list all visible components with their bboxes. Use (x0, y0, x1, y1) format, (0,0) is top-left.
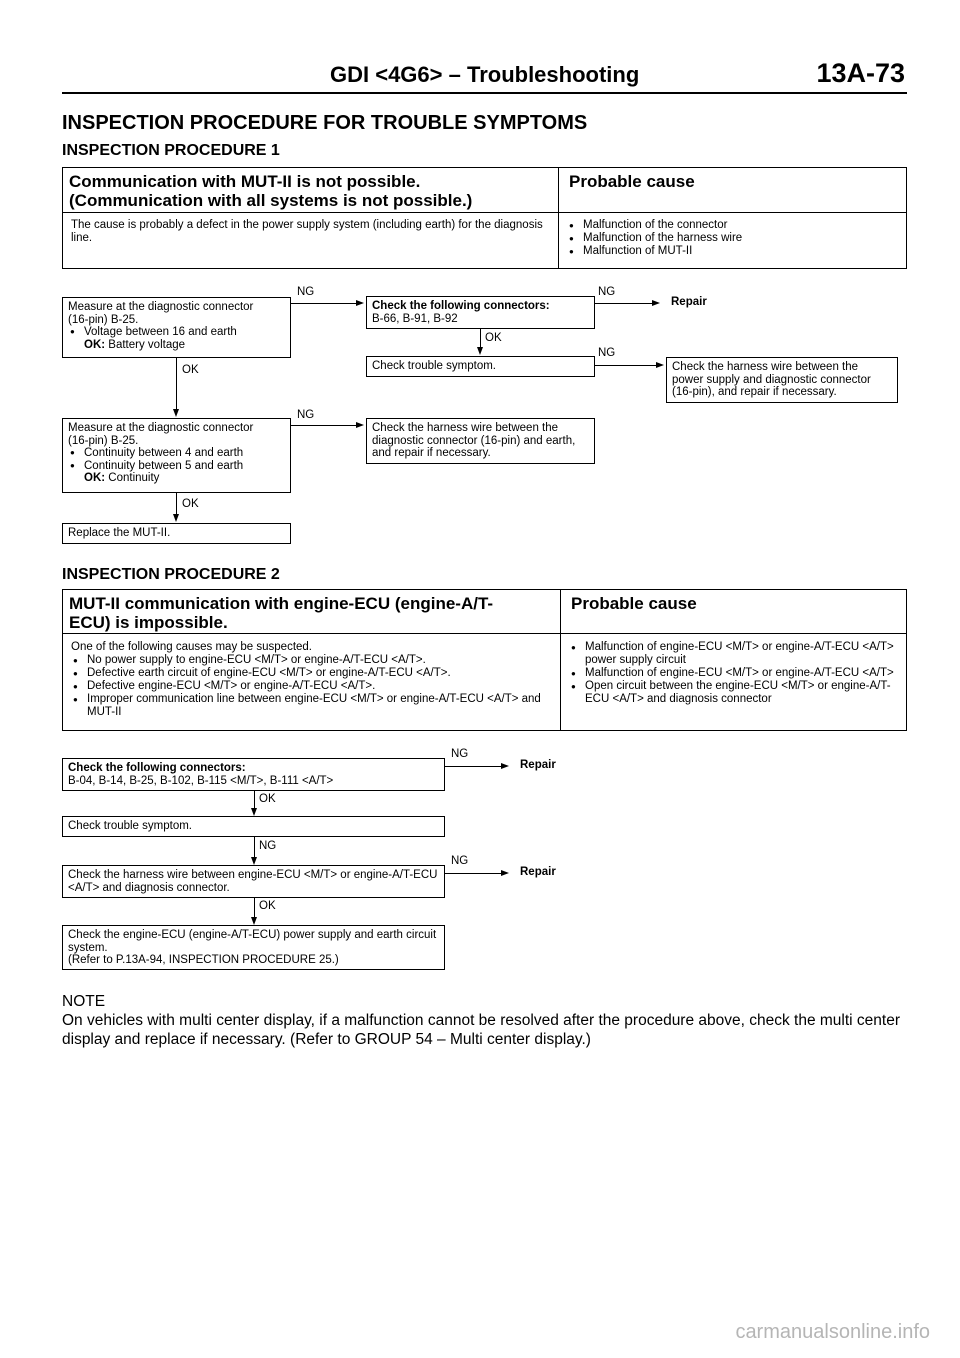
proc1-repair-label: Repair (671, 296, 707, 308)
proc1-heading: INSPECTION PROCEDURE 1 (62, 142, 280, 159)
proc2-trouble-text: Check trouble symptom. (68, 820, 192, 832)
arrow-down-icon (173, 514, 179, 522)
proc2-connectors-box (62, 758, 445, 791)
proc1-table-row-divider (63, 212, 906, 213)
proc1-step2-line1: Measure at the diagnostic connector (68, 422, 254, 434)
proc2-arrow-line (254, 791, 255, 809)
proc1-harness-earth-box (366, 418, 595, 464)
arrow-down-icon (251, 917, 257, 925)
proc1-step1-box (62, 297, 291, 358)
proc2-title-line1: MUT-II communication with engine-ECU (engine-A/T- (69, 594, 494, 613)
proc2-final-ref: (Refer to P.13A-94, INSPECTION PROCEDURE 25.) (68, 954, 339, 966)
proc2-symptom-table (62, 589, 907, 731)
proc2-cause-item: ● Open circuit between the engine-ECU <M/T> or engine-A/T-ECU <A/T> and diagnosis connector (569, 680, 899, 706)
arrow-down-icon (251, 857, 257, 865)
proc1-arrow-line (176, 493, 177, 515)
proc2-harness-text: Check the harness wire between engine-ECU <M/T> or engine-A/T-ECU <A/T> and diagnosis connector. (68, 869, 438, 894)
proc1-ng-label: NG (297, 286, 315, 298)
watermark: carmanualsonline.info (735, 1321, 930, 1343)
note-label: NOTE (62, 993, 106, 1010)
proc1-replace-text: Replace the MUT-II. (68, 527, 171, 539)
proc1-ok-label: OK (485, 332, 502, 344)
arrow-down-icon (173, 409, 179, 417)
proc1-step1-line2: (16-pin) B-25. (68, 313, 139, 326)
proc1-trouble-box (366, 356, 595, 377)
proc2-table-row-divider (63, 633, 906, 634)
proc1-step1-ok-value: Battery voltage (108, 338, 186, 351)
proc1-arrow-line (595, 365, 657, 366)
proc1-harness-power-text: Check the harness wire between the power supply and diagnostic connector (16-pin), and repair if necessary. (672, 361, 871, 398)
proc1-arrow-line (291, 425, 357, 426)
proc1-connectors-box (366, 296, 595, 329)
proc1-arrow-line (291, 303, 357, 304)
proc2-ng-label: NG (259, 840, 277, 852)
proc1-cause-header: Probable cause (569, 172, 695, 191)
arrow-right-icon (652, 300, 660, 306)
proc2-cause-header: Probable cause (571, 594, 697, 613)
proc1-step2-ok-value: Continuity (108, 472, 160, 484)
proc1-ng-label: NG (297, 409, 315, 421)
proc2-cause-list (569, 641, 899, 706)
proc1-table-divider (558, 168, 559, 268)
proc1-harness-earth-text: Check the harness wire between the diagnostic connector (16-pin) and earth, and repair if necessary. (372, 422, 576, 459)
proc1-title-line2: (Communication with all systems is not possible.) (69, 191, 473, 210)
arrow-right-icon (356, 422, 364, 428)
proc2-title-line2: ECU) is impossible. (69, 613, 228, 632)
proc2-table-divider (560, 590, 561, 730)
page-number: 13A-73 (816, 58, 905, 88)
proc1-step2-box (62, 418, 291, 493)
header-divider (62, 92, 907, 94)
proc1-connectors-list: B-66, B-91, B-92 (372, 312, 458, 325)
proc2-repair-label: Repair (520, 759, 556, 771)
proc2-connectors-title: Check the following connectors: (68, 762, 246, 774)
page-header-title: GDI <4G6> – Troubleshooting (330, 62, 640, 87)
proc2-ok-label: OK (259, 793, 276, 805)
proc1-step1-bullet: ● Voltage between 16 and earth (68, 326, 285, 339)
proc2-ng-label: NG (451, 748, 469, 760)
proc2-bullet: ● Defective engine-ECU <M/T> or engine-A/T-ECU <A/T>. (71, 680, 555, 693)
proc2-arrow-line (445, 873, 502, 874)
proc2-description (71, 641, 555, 719)
proc2-arrow-line (254, 837, 255, 858)
proc2-connectors-list: B-04, B-14, B-25, B-102, B-115 <M/T>, B-111 <A/T> (68, 774, 334, 787)
arrow-down-icon (251, 808, 257, 816)
note-text: On vehicles with multi center display, if a malfunction cannot be resolved after the procedure above, check the multi center display and replace if necessary. (Refer to GROUP 54 – Multi center display.) (62, 1012, 901, 1048)
proc2-repair-label: Repair (520, 866, 556, 878)
proc1-symptom-table (62, 167, 907, 269)
note-block (62, 992, 907, 1049)
arrow-right-icon (656, 362, 664, 368)
proc1-step1-line1: Measure at the diagnostic connector (68, 301, 254, 313)
proc2-cause-item: ● Malfunction of engine-ECU <M/T> or engine-A/T-ECU <A/T> power supply circuit (569, 641, 899, 667)
proc1-replace-box (62, 523, 291, 544)
arrow-right-icon (356, 300, 364, 306)
proc2-trouble-box (62, 816, 445, 837)
proc2-bullet: ● No power supply to engine-ECU <M/T> or engine-A/T-ECU <A/T>. (71, 654, 555, 667)
proc2-intro: One of the following causes may be suspected. (71, 641, 313, 653)
proc1-ng-label: NG (598, 286, 616, 298)
proc1-arrow-line (595, 303, 653, 304)
proc1-cause-item: ● Malfunction of the harness wire (567, 232, 897, 245)
proc1-arrow-line (480, 329, 481, 348)
arrow-right-icon (501, 870, 509, 876)
arrow-down-icon (477, 347, 483, 355)
proc1-connectors-title: Check the following connectors: (372, 300, 550, 312)
proc1-harness-power-box (666, 357, 898, 403)
proc1-cause-item: ● Malfunction of MUT-II (567, 245, 897, 258)
proc2-harness-box (62, 865, 445, 898)
proc1-trouble-text: Check trouble symptom. (372, 360, 496, 372)
proc1-step2-bullet: ● Continuity between 4 and earth (68, 447, 285, 460)
proc1-ng-label: NG (598, 347, 616, 359)
proc2-ok-label: OK (259, 900, 276, 912)
proc1-step2-ok-label: OK: (84, 472, 106, 484)
arrow-right-icon (501, 763, 509, 769)
main-heading: INSPECTION PROCEDURE FOR TROUBLE SYMPTOMS (62, 112, 588, 134)
proc2-bullet: ● Improper communication line between engine-ECU <M/T> or engine-A/T-ECU <A/T> and MUT-II (71, 693, 555, 719)
proc1-cause-list (567, 219, 897, 258)
proc1-step2-bullet: ● Continuity between 5 and earth (68, 460, 285, 473)
proc1-cause-item: ● Malfunction of the connector (567, 219, 897, 232)
proc2-final-text: Check the engine-ECU (engine-A/T-ECU) power supply and earth circuit system. (68, 929, 437, 954)
proc2-heading: INSPECTION PROCEDURE 2 (62, 566, 280, 583)
proc1-arrow-line (176, 358, 177, 410)
proc1-description: The cause is probably a defect in the power supply system (including earth) for the diagnosis line. (71, 219, 543, 244)
proc1-step2-line2: (16-pin) B-25. (68, 434, 139, 447)
proc1-title-line1: Communication with MUT-II is not possible. (69, 172, 421, 191)
proc2-ng-label: NG (451, 855, 469, 867)
proc1-ok-label: OK (182, 498, 199, 510)
proc2-bullet: ● Defective earth circuit of engine-ECU <M/T> or engine-A/T-ECU <A/T>. (71, 667, 555, 680)
proc2-final-box (62, 925, 445, 970)
proc2-arrow-line (445, 766, 502, 767)
proc1-step1-ok-label: OK: (84, 338, 106, 351)
proc1-ok-label: OK (182, 364, 199, 376)
proc2-arrow-line (254, 898, 255, 918)
proc2-cause-item: ● Malfunction of engine-ECU <M/T> or engine-A/T-ECU <A/T> (569, 667, 899, 680)
